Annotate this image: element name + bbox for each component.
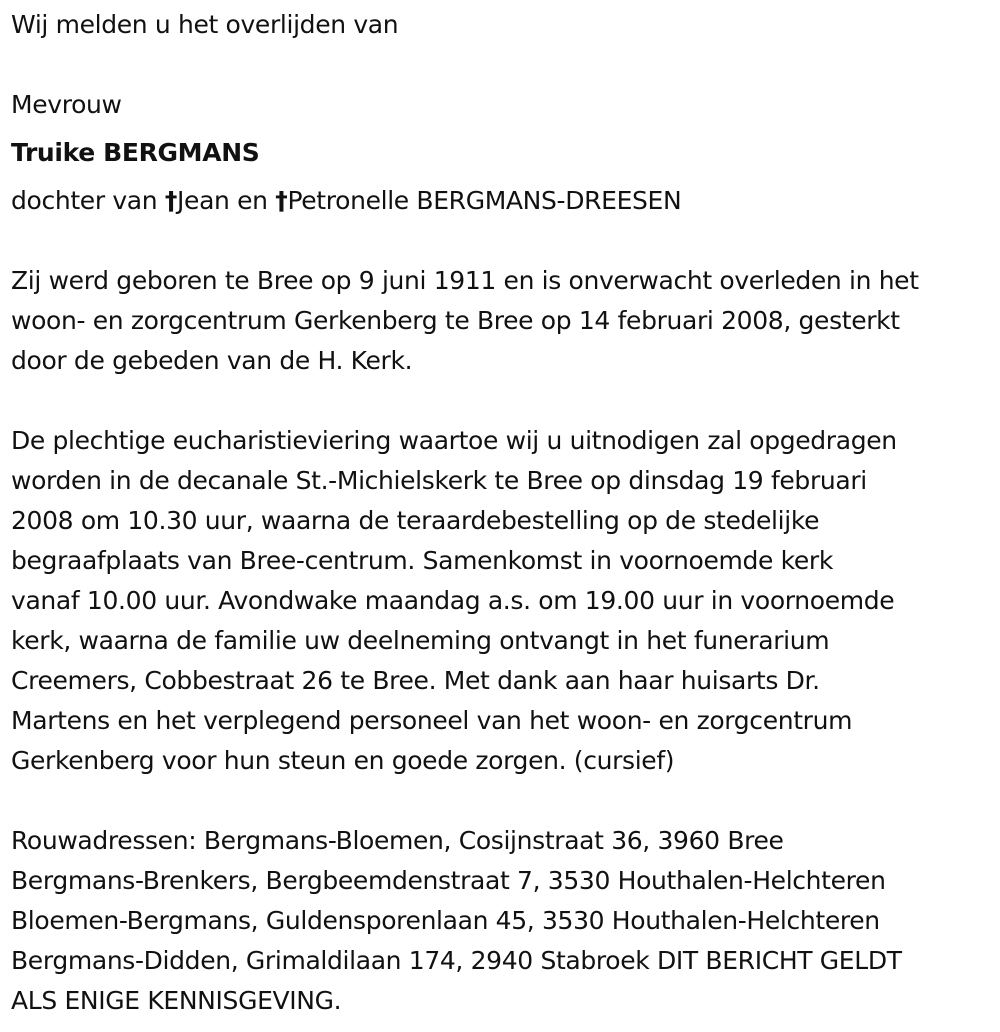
paragraph2-line: kerk, waarna de familie uw deelneming ontvangt in het funerarium	[11, 626, 830, 655]
paragraph2-line: Creemers, Cobbestraat 26 te Bree. Met dank aan haar huisarts Dr.	[11, 666, 820, 695]
deceased-name: Truike BERGMANS	[11, 138, 260, 167]
paragraph3-line: ALS ENIGE KENNISGEVING.	[11, 986, 342, 1015]
paragraph1-line: woon- en zorgcentrum Gerkenberg te Bree op 14 februari 2008, gesterkt	[11, 306, 900, 335]
father-name: Jean en	[177, 186, 276, 215]
parents-prefix: dochter van	[11, 186, 165, 215]
salutation: Mevrouw	[11, 90, 122, 119]
cross-icon: †	[275, 186, 288, 215]
paragraph3-line: Bergmans-Brenkers, Bergbeemdenstraat 7, 3530 Houthalen-Helchteren	[11, 866, 886, 895]
paragraph1-line: door de gebeden van de H. Kerk.	[11, 346, 413, 375]
paragraph1-line: Zij werd geboren te Bree op 9 juni 1911 en is onverwacht overleden in het	[11, 266, 919, 295]
paragraph2-line: begraafplaats van Bree-centrum. Samenkomst in voornoemde kerk	[11, 546, 833, 575]
paragraph3-line: Rouwadressen: Bergmans-Bloemen, Cosijnstraat 36, 3960 Bree	[11, 826, 784, 855]
parents-line	[11, 186, 681, 216]
paragraph3-line: Bloemen-Bergmans, Guldensporenlaan 45, 3530 Houthalen-Helchteren	[11, 906, 880, 935]
paragraph2-line: 2008 om 10.30 uur, waarna de teraardebestelling op de stedelijke	[11, 506, 820, 535]
paragraph2-line: De plechtige eucharistieviering waartoe wij u uitnodigen zal opgedragen	[11, 426, 897, 455]
paragraph3-line: Bergmans-Didden, Grimaldilaan 174, 2940 Stabroek DIT BERICHT GELDT	[11, 946, 902, 975]
paragraph2-line: worden in de decanale St.-Michielskerk te Bree op dinsdag 19 februari	[11, 466, 867, 495]
intro-line: Wij melden u het overlijden van	[11, 10, 399, 39]
mother-name: Petronelle BERGMANS-DREESEN	[287, 186, 682, 215]
cross-icon: †	[164, 186, 178, 215]
paragraph2-line: vanaf 10.00 uur. Avondwake maandag a.s. om 19.00 uur in voornoemde	[11, 586, 895, 615]
paragraph2-line: Gerkenberg voor hun steun en goede zorgen. (cursief)	[11, 746, 675, 775]
paragraph2-line: Martens en het verplegend personeel van het woon- en zorgcentrum	[11, 706, 853, 735]
